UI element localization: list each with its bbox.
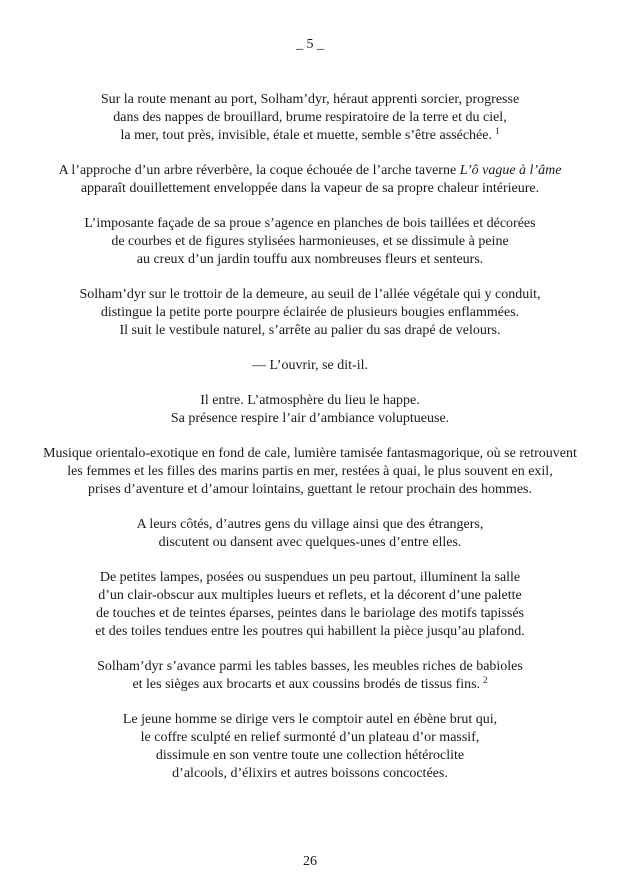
text-line: d’un clair-obscur aux multiples lueurs et reflets, et la décorent d’une palette: [98, 588, 522, 603]
text-line: d’alcools, d’élixirs et autres boissons concoctées.: [172, 766, 448, 781]
paragraph: [10, 286, 610, 340]
text-line: De petites lampes, posées ou suspendues un peu partout, illuminent la salle: [99, 570, 521, 585]
text-line: le coffre sculpté en relief surmonté d’un plateau d’or massif,: [140, 730, 480, 745]
text-line: au creux d’un jardin touffu aux nombreuses fleurs et senteurs.: [136, 252, 484, 267]
text-line: de touches et de teintes éparses, peintes dans le bariolage des motifs tapissés: [95, 606, 525, 621]
page-number: 26: [303, 854, 317, 869]
paragraph: [10, 569, 610, 641]
paragraph: [10, 392, 610, 428]
paragraph: [10, 215, 610, 269]
text-line: [10, 676, 610, 694]
footnote-ref[interactable]: 2: [483, 675, 488, 685]
text-line: A leurs côtés, d’autres gens du village ainsi que des étrangers,: [136, 517, 484, 532]
text-line: Sur la route menant au port, Solham’dyr, héraut apprenti sorcier, progresse: [100, 92, 520, 107]
body-text: [10, 91, 610, 800]
text-line: — L’ouvrir, se dit-il.: [252, 358, 368, 373]
paragraph: [10, 711, 610, 783]
text-line-content: la mer, tout près, invisible, étale et muette, semble s’être asséchée.: [120, 128, 492, 143]
text-line: [10, 162, 610, 180]
text-line: [10, 127, 610, 145]
chapter-number: _ 5 _: [296, 37, 324, 52]
text-line: apparaît douillettement enveloppée dans la vapeur de sa propre chaleur intérieure.: [80, 181, 540, 196]
text-line: et des toiles tendues entre les poutres qui habillent la pièce jusqu’au plafond.: [95, 624, 525, 639]
text-line: Musique orientalo-exotique en fond de cale, lumière tamisée fantasmagorique, où se retrouvent: [43, 446, 577, 461]
tavern-name: L’ô vague à l’âme: [459, 163, 562, 178]
text-line-content: et les sièges aux brocarts et aux coussins brodés de tissus fins.: [132, 677, 481, 692]
text-line: de courbes et de figures stylisées harmonieuses, et se dissimule à peine: [111, 234, 509, 249]
text-line: Le jeune homme se dirige vers le comptoir autel en ébène brut qui,: [122, 712, 498, 727]
text-line: Solham’dyr s’avance parmi les tables basses, les meubles riches de babioles: [97, 659, 523, 674]
text-line: Il entre. L’atmosphère du lieu le happe.: [200, 393, 420, 408]
text-line: dissimule en son ventre toute une collection hétéroclite: [155, 748, 465, 763]
text-line: L’imposante façade de sa proue s’agence en planches de bois taillées et décorées: [84, 216, 536, 231]
dialogue-paragraph: [10, 357, 610, 375]
text-line: Solham’dyr sur le trottoir de la demeure, au seuil de l’allée végétale qui y conduit,: [79, 287, 541, 302]
text-line: les femmes et les filles des marins partis en mer, restées à quai, le plus souvent en exil,: [67, 464, 553, 479]
text-line: Sa présence respire l’air d’ambiance voluptueuse.: [170, 411, 450, 426]
paragraph: [10, 658, 610, 694]
paragraph: [10, 516, 610, 552]
text-line: prises d’aventure et d’amour lointains, guettant le retour prochain des hommes.: [88, 482, 532, 497]
text-line: distingue la petite porte pourpre éclairée de plusieurs bougies enflammées.: [100, 305, 520, 320]
footnote-ref[interactable]: 1: [494, 126, 500, 136]
paragraph: [10, 91, 610, 145]
paragraph: [10, 162, 610, 198]
text-line: dans des nappes de brouillard, brume respiratoire de la terre et du ciel,: [113, 110, 507, 125]
text-line-content: A l’approche d’un arbre réverbère, la coque échouée de l’arche taverne: [58, 163, 460, 178]
text-line: Il suit le vestibule naturel, s’arrête au palier du sas drapé de velours.: [119, 323, 501, 338]
paragraph: [10, 445, 610, 499]
text-line: discutent ou dansent avec quelques-unes d’entre elles.: [158, 535, 462, 550]
